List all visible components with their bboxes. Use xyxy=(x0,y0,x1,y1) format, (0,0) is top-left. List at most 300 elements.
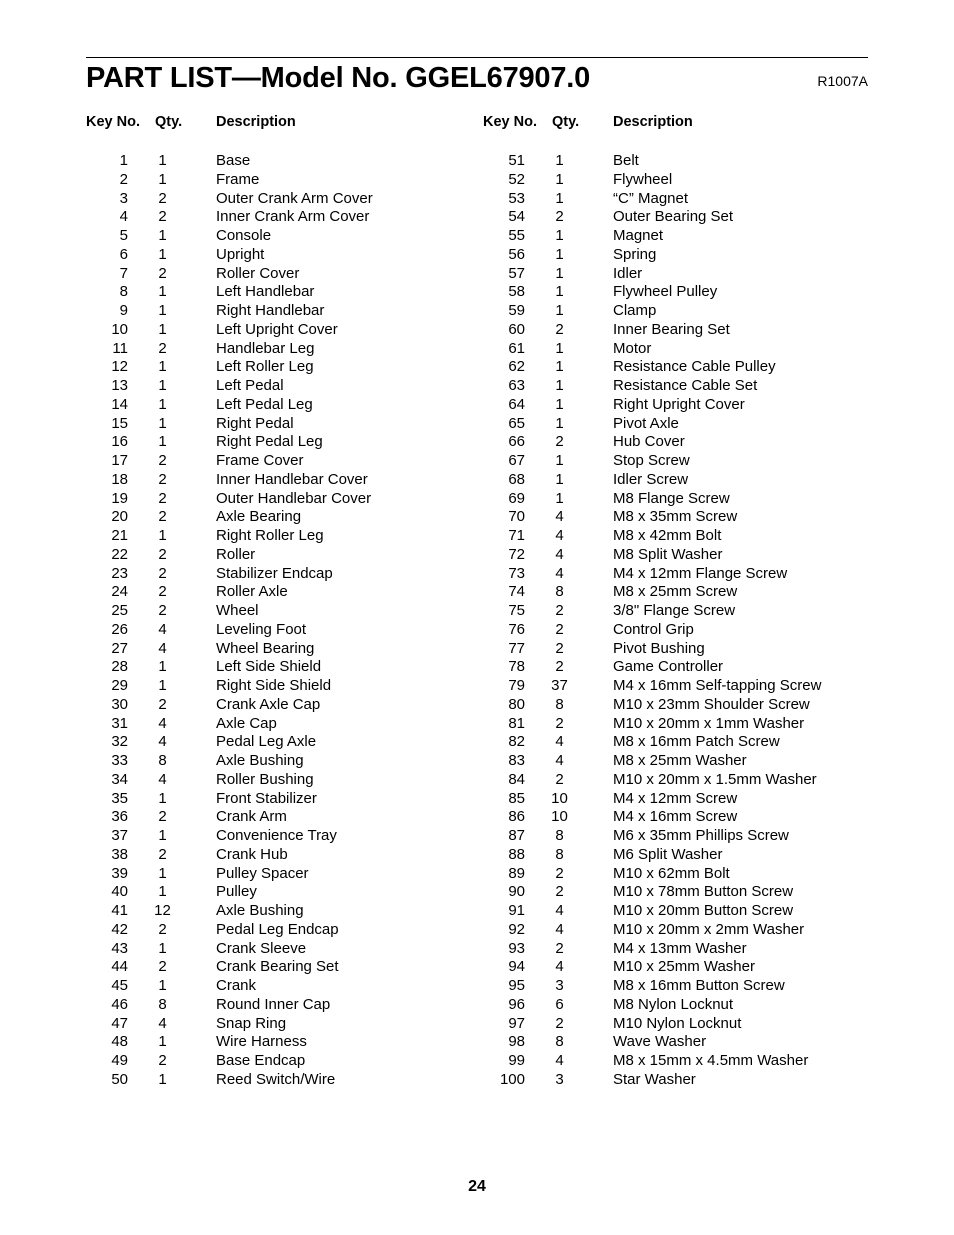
quantity: 1 xyxy=(158,170,167,188)
quantity: 1 xyxy=(158,358,167,376)
part-description: Flywheel Pulley xyxy=(613,283,718,301)
part-description: Clamp xyxy=(613,302,657,319)
quantity: 37 xyxy=(551,677,568,694)
part-description: Wheel xyxy=(216,602,259,619)
quantity: 1 xyxy=(158,395,167,413)
key-number: 56 xyxy=(508,245,525,263)
key-number: 96 xyxy=(508,995,525,1013)
part-description: Stabilizer Endcap xyxy=(216,564,333,582)
quantity: 4 xyxy=(555,920,564,938)
quantity: 1 xyxy=(158,977,167,994)
key-number: 1 xyxy=(119,152,128,169)
quantity: 4 xyxy=(158,770,167,788)
quantity: 2 xyxy=(158,1052,167,1069)
quantity: 2 xyxy=(158,452,167,469)
header-description: Description xyxy=(613,114,693,130)
quantity: 1 xyxy=(158,1033,167,1051)
quantity: 1 xyxy=(555,470,564,488)
part-description: M8 Flange Screw xyxy=(613,489,730,507)
part-description: Leveling Foot xyxy=(216,620,307,638)
key-number: 54 xyxy=(508,208,525,226)
quantity: 4 xyxy=(555,564,564,582)
key-number: 43 xyxy=(111,939,128,957)
quantity: 1 xyxy=(555,452,564,469)
key-number: 48 xyxy=(111,1033,128,1051)
part-description: M8 x 16mm Button Screw xyxy=(613,977,785,994)
key-number: 26 xyxy=(111,620,128,638)
part-description: M4 x 16mm Self-tapping Screw xyxy=(613,677,822,694)
key-number: 86 xyxy=(508,808,525,826)
key-number: 76 xyxy=(508,620,525,638)
quantity: 2 xyxy=(555,433,564,451)
part-description: Roller Cover xyxy=(216,264,300,282)
part-description: Flywheel xyxy=(613,170,673,188)
part-description: Idler Screw xyxy=(613,470,689,488)
quantity: 6 xyxy=(555,995,564,1013)
key-number: 36 xyxy=(111,808,128,826)
quantity: 1 xyxy=(158,1070,167,1088)
part-description: Front Stabilizer xyxy=(216,789,317,807)
key-number: 81 xyxy=(508,714,525,732)
quantity: 2 xyxy=(158,208,167,226)
key-number: 15 xyxy=(111,414,128,432)
key-number: 70 xyxy=(508,508,525,526)
part-description: Right Roller Leg xyxy=(216,527,324,544)
quantity: 8 xyxy=(555,827,564,844)
key-number: 78 xyxy=(508,658,525,676)
quantity: 1 xyxy=(555,283,564,301)
quantity: 1 xyxy=(158,377,167,394)
key-number: 84 xyxy=(508,770,525,788)
quantity: 1 xyxy=(158,320,167,338)
key-number: 24 xyxy=(111,583,128,601)
quantity: 1 xyxy=(158,414,167,432)
part-description: Axle Bushing xyxy=(216,752,304,769)
page-title: PART LIST—Model No. GGEL67907.0 xyxy=(86,62,591,94)
header-description: Description xyxy=(216,114,296,130)
part-description: Crank Axle Cap xyxy=(216,695,321,713)
part-description: Belt xyxy=(613,152,639,169)
key-number: 60 xyxy=(508,320,525,338)
quantity: 2 xyxy=(555,208,564,226)
part-description: M8 x 25mm Screw xyxy=(613,583,738,601)
quantity: 4 xyxy=(555,958,564,976)
quantity: 4 xyxy=(555,527,564,544)
quantity: 1 xyxy=(555,395,564,413)
part-description: Control Grip xyxy=(613,620,694,638)
key-number: 97 xyxy=(508,1014,525,1032)
key-number: 8 xyxy=(119,283,128,301)
part-description: M10 x 62mm Bolt xyxy=(613,864,730,882)
quantity: 1 xyxy=(158,527,167,544)
part-description: Pulley Spacer xyxy=(216,864,309,882)
quantity: 2 xyxy=(158,920,167,938)
key-number: 66 xyxy=(508,433,525,451)
part-description: M4 x 16mm Screw xyxy=(613,808,738,826)
key-number: 19 xyxy=(111,489,128,507)
quantity: 1 xyxy=(158,677,167,694)
part-description: M4 x 13mm Washer xyxy=(613,939,747,957)
part-description: Right Handlebar xyxy=(216,302,325,319)
header-key-no: Key No. xyxy=(86,114,140,130)
key-number: 32 xyxy=(111,733,128,751)
part-description: Reed Switch/Wire xyxy=(216,1070,336,1088)
key-number: 16 xyxy=(111,433,128,451)
part-description: Motor xyxy=(613,339,652,357)
quantity: 1 xyxy=(555,302,564,319)
key-number: 88 xyxy=(508,845,525,863)
part-description: Wave Washer xyxy=(613,1033,707,1051)
quantity: 1 xyxy=(555,414,564,432)
part-description: Right Pedal Leg xyxy=(216,433,323,451)
key-number: 58 xyxy=(508,283,525,301)
part-description: M10 Nylon Locknut xyxy=(613,1014,742,1032)
header-key-no: Key No. xyxy=(483,114,537,130)
key-number: 33 xyxy=(111,752,128,769)
quantity: 2 xyxy=(158,958,167,976)
key-number: 69 xyxy=(508,489,525,507)
key-number: 49 xyxy=(111,1052,128,1069)
part-description: Crank Hub xyxy=(216,845,288,863)
key-number: 63 xyxy=(508,377,525,394)
key-number: 65 xyxy=(508,414,525,432)
part-description: Round Inner Cap xyxy=(216,995,331,1013)
quantity: 2 xyxy=(555,602,564,619)
key-number: 30 xyxy=(111,695,128,713)
part-description: M8 Split Washer xyxy=(613,545,723,563)
key-number: 18 xyxy=(111,470,128,488)
part-description: Stop Screw xyxy=(613,452,690,469)
quantity: 2 xyxy=(158,564,167,582)
key-number: 21 xyxy=(111,527,128,544)
quantity: 1 xyxy=(555,245,564,263)
quantity: 1 xyxy=(158,152,167,169)
quantity: 1 xyxy=(158,789,167,807)
part-description: Crank Sleeve xyxy=(216,939,307,957)
key-number: 23 xyxy=(111,564,128,582)
key-number: 91 xyxy=(508,902,525,919)
key-number: 59 xyxy=(508,302,525,319)
key-number: 46 xyxy=(111,995,128,1013)
part-description: Left Side Shield xyxy=(216,658,322,676)
key-number: 3 xyxy=(119,189,128,207)
part-description: M8 x 42mm Bolt xyxy=(613,527,722,544)
key-number: 35 xyxy=(111,789,128,807)
part-description: Resistance Cable Pulley xyxy=(613,358,776,376)
quantity: 10 xyxy=(551,808,568,826)
part-description: M10 x 20mm x 1mm Washer xyxy=(613,714,805,732)
quantity: 2 xyxy=(555,939,564,957)
key-number: 98 xyxy=(508,1033,525,1051)
key-number: 93 xyxy=(508,939,525,957)
quantity: 2 xyxy=(555,1014,564,1032)
part-description: Magnet xyxy=(613,227,664,244)
quantity: 3 xyxy=(555,1070,564,1088)
part-description: Roller Axle xyxy=(216,583,288,601)
part-description: Crank Bearing Set xyxy=(216,958,339,976)
key-number: 51 xyxy=(508,152,525,169)
quantity: 4 xyxy=(158,714,167,732)
quantity: 8 xyxy=(555,1033,564,1051)
key-number: 29 xyxy=(111,677,128,694)
key-number: 52 xyxy=(508,170,525,188)
part-description: Axle Cap xyxy=(216,714,277,732)
part-description: M4 x 12mm Flange Screw xyxy=(613,564,788,582)
quantity: 4 xyxy=(555,1052,564,1069)
key-number: 44 xyxy=(111,958,128,976)
part-description: Pedal Leg Endcap xyxy=(216,920,339,938)
quantity: 8 xyxy=(555,695,564,713)
quantity: 2 xyxy=(555,639,564,657)
quantity: 1 xyxy=(555,358,564,376)
key-number: 14 xyxy=(111,395,128,413)
key-number: 61 xyxy=(508,339,525,357)
page-number: 24 xyxy=(468,1178,486,1195)
key-number: 27 xyxy=(111,639,128,657)
part-description: M8 x 15mm x 4.5mm Washer xyxy=(613,1052,809,1069)
quantity: 4 xyxy=(555,545,564,563)
part-description: Base xyxy=(216,152,251,169)
part-description: Idler xyxy=(613,264,643,282)
key-number: 67 xyxy=(508,452,525,469)
key-number: 22 xyxy=(111,545,128,563)
key-number: 89 xyxy=(508,864,525,882)
part-description: Left Upright Cover xyxy=(216,320,338,338)
part-description: Roller xyxy=(216,545,256,563)
quantity: 1 xyxy=(555,227,564,244)
key-number: 42 xyxy=(111,920,128,938)
part-description: “C” Magnet xyxy=(613,189,689,207)
part-description: M10 x 25mm Washer xyxy=(613,958,755,976)
quantity: 1 xyxy=(555,377,564,394)
part-description: M10 x 23mm Shoulder Screw xyxy=(613,695,810,713)
key-number: 10 xyxy=(111,320,128,338)
quantity: 1 xyxy=(158,227,167,244)
header-qty: Qty. xyxy=(552,114,580,130)
quantity: 2 xyxy=(158,489,167,507)
key-number: 77 xyxy=(508,639,525,657)
quantity: 2 xyxy=(158,339,167,357)
quantity: 1 xyxy=(158,433,167,451)
part-description: Frame xyxy=(216,170,260,188)
quantity: 4 xyxy=(158,733,167,751)
part-description: M10 x 20mm x 1.5mm Washer xyxy=(613,770,817,788)
key-number: 94 xyxy=(508,958,525,976)
quantity: 1 xyxy=(555,489,564,507)
part-description: Inner Handlebar Cover xyxy=(216,470,368,488)
part-description: M10 x 20mm x 2mm Washer xyxy=(613,920,805,938)
key-number: 40 xyxy=(111,883,128,901)
key-number: 55 xyxy=(508,227,525,244)
key-number: 45 xyxy=(111,977,128,994)
part-description: Handlebar Leg xyxy=(216,339,315,357)
quantity: 1 xyxy=(158,658,167,676)
quantity: 2 xyxy=(555,714,564,732)
quantity: 1 xyxy=(158,883,167,901)
key-number: 68 xyxy=(508,470,525,488)
part-description: Console xyxy=(216,227,272,244)
part-description: Roller Bushing xyxy=(216,770,314,788)
quantity: 2 xyxy=(158,189,167,207)
quantity: 2 xyxy=(158,470,167,488)
quantity: 2 xyxy=(555,864,564,882)
part-description: Right Upright Cover xyxy=(613,395,745,413)
quantity: 2 xyxy=(555,883,564,901)
quantity: 3 xyxy=(555,977,564,994)
quantity: 2 xyxy=(555,620,564,638)
quantity: 4 xyxy=(555,508,564,526)
key-number: 62 xyxy=(508,358,525,376)
key-number: 87 xyxy=(508,827,525,844)
key-number: 2 xyxy=(119,170,128,188)
part-description: Left Pedal xyxy=(216,377,284,394)
key-number: 7 xyxy=(119,264,128,282)
key-number: 82 xyxy=(508,733,525,751)
key-number: 34 xyxy=(111,770,128,788)
part-description: Inner Crank Arm Cover xyxy=(216,208,370,226)
quantity: 1 xyxy=(158,283,167,301)
part-description: M10 x 78mm Button Screw xyxy=(613,883,794,901)
part-description: Hub Cover xyxy=(613,433,685,451)
key-number: 9 xyxy=(119,302,128,319)
quantity: 2 xyxy=(158,264,167,282)
quantity: 4 xyxy=(158,639,167,657)
part-description: Right Pedal xyxy=(216,414,294,432)
key-number: 90 xyxy=(508,883,525,901)
quantity: 12 xyxy=(154,902,171,919)
part-description: Pivot Axle xyxy=(613,414,679,432)
quantity: 1 xyxy=(555,152,564,169)
key-number: 74 xyxy=(508,583,525,601)
quantity: 4 xyxy=(158,1014,167,1032)
quantity: 4 xyxy=(555,902,564,919)
key-number: 75 xyxy=(508,602,525,619)
part-description: Upright xyxy=(216,245,265,263)
top-rule xyxy=(86,57,868,58)
part-description: Crank Arm xyxy=(216,808,287,826)
key-number: 57 xyxy=(508,264,525,282)
part-description: Pivot Bushing xyxy=(613,639,705,657)
key-number: 100 xyxy=(499,1070,525,1088)
quantity: 2 xyxy=(158,545,167,563)
quantity: 1 xyxy=(555,339,564,357)
quantity: 1 xyxy=(158,864,167,882)
quantity: 1 xyxy=(555,189,564,207)
part-description: M10 x 20mm Button Screw xyxy=(613,902,794,919)
key-number: 13 xyxy=(111,377,128,394)
key-number: 5 xyxy=(119,227,128,244)
part-description: Frame Cover xyxy=(216,452,304,469)
quantity: 2 xyxy=(158,602,167,619)
key-number: 12 xyxy=(111,358,128,376)
key-number: 73 xyxy=(508,564,525,582)
part-description: Pulley xyxy=(216,883,257,901)
quantity: 1 xyxy=(158,302,167,319)
quantity: 8 xyxy=(555,583,564,601)
quantity: 1 xyxy=(158,939,167,957)
header-qty: Qty. xyxy=(155,114,183,130)
part-description: M4 x 12mm Screw xyxy=(613,789,738,807)
part-description: Resistance Cable Set xyxy=(613,377,758,394)
key-number: 95 xyxy=(508,977,525,994)
quantity: 2 xyxy=(158,845,167,863)
key-number: 99 xyxy=(508,1052,525,1069)
part-description: Spring xyxy=(613,245,657,263)
quantity: 10 xyxy=(551,789,568,807)
key-number: 71 xyxy=(508,527,525,544)
key-number: 50 xyxy=(111,1070,128,1088)
part-description: Wire Harness xyxy=(216,1033,307,1051)
part-description: M8 Nylon Locknut xyxy=(613,995,734,1013)
key-number: 6 xyxy=(119,245,128,263)
quantity: 1 xyxy=(158,827,167,844)
key-number: 47 xyxy=(111,1014,128,1032)
part-description: Inner Bearing Set xyxy=(613,320,730,338)
key-number: 85 xyxy=(508,789,525,807)
key-number: 31 xyxy=(111,714,128,732)
part-description: Crank xyxy=(216,977,257,994)
quantity: 4 xyxy=(555,733,564,751)
part-description: Wheel Bearing xyxy=(216,639,315,657)
part-description: M6 Split Washer xyxy=(613,845,723,863)
quantity: 2 xyxy=(158,583,167,601)
key-number: 38 xyxy=(111,845,128,863)
quantity: 1 xyxy=(555,170,564,188)
part-description: M6 x 35mm Phillips Screw xyxy=(613,827,789,844)
key-number: 53 xyxy=(508,189,525,207)
key-number: 92 xyxy=(508,920,525,938)
key-number: 64 xyxy=(508,395,525,413)
part-description: Left Roller Leg xyxy=(216,358,314,376)
part-description: Pedal Leg Axle xyxy=(216,733,317,751)
quantity: 4 xyxy=(158,620,167,638)
key-number: 17 xyxy=(111,452,128,469)
part-description: Outer Bearing Set xyxy=(613,208,734,226)
part-description: Base Endcap xyxy=(216,1052,306,1069)
quantity: 8 xyxy=(555,845,564,863)
part-description: 3/8" Flange Screw xyxy=(613,602,736,619)
document-code: R1007A xyxy=(817,73,868,89)
part-description: Left Handlebar xyxy=(216,283,315,301)
part-description: Outer Handlebar Cover xyxy=(216,489,372,507)
part-description: Axle Bearing xyxy=(216,508,302,526)
part-description: Right Side Shield xyxy=(216,677,332,694)
key-number: 39 xyxy=(111,864,128,882)
key-number: 20 xyxy=(111,508,128,526)
part-description: Outer Crank Arm Cover xyxy=(216,189,373,207)
quantity: 8 xyxy=(158,752,167,769)
key-number: 72 xyxy=(508,545,525,563)
quantity: 2 xyxy=(158,808,167,826)
quantity: 8 xyxy=(158,995,167,1013)
quantity: 1 xyxy=(555,264,564,282)
quantity: 2 xyxy=(555,658,564,676)
key-number: 80 xyxy=(508,695,525,713)
key-number: 37 xyxy=(111,827,128,844)
key-number: 25 xyxy=(111,602,128,619)
quantity: 2 xyxy=(555,770,564,788)
quantity: 4 xyxy=(555,752,564,769)
part-description: Snap Ring xyxy=(216,1014,287,1032)
part-description: Star Washer xyxy=(613,1070,696,1088)
key-number: 83 xyxy=(508,752,525,769)
part-description: M8 x 35mm Screw xyxy=(613,508,738,526)
key-number: 28 xyxy=(111,658,128,676)
part-description: M8 x 25mm Washer xyxy=(613,752,747,769)
part-description: M8 x 16mm Patch Screw xyxy=(613,733,780,751)
quantity: 2 xyxy=(158,695,167,713)
key-number: 11 xyxy=(112,339,128,357)
